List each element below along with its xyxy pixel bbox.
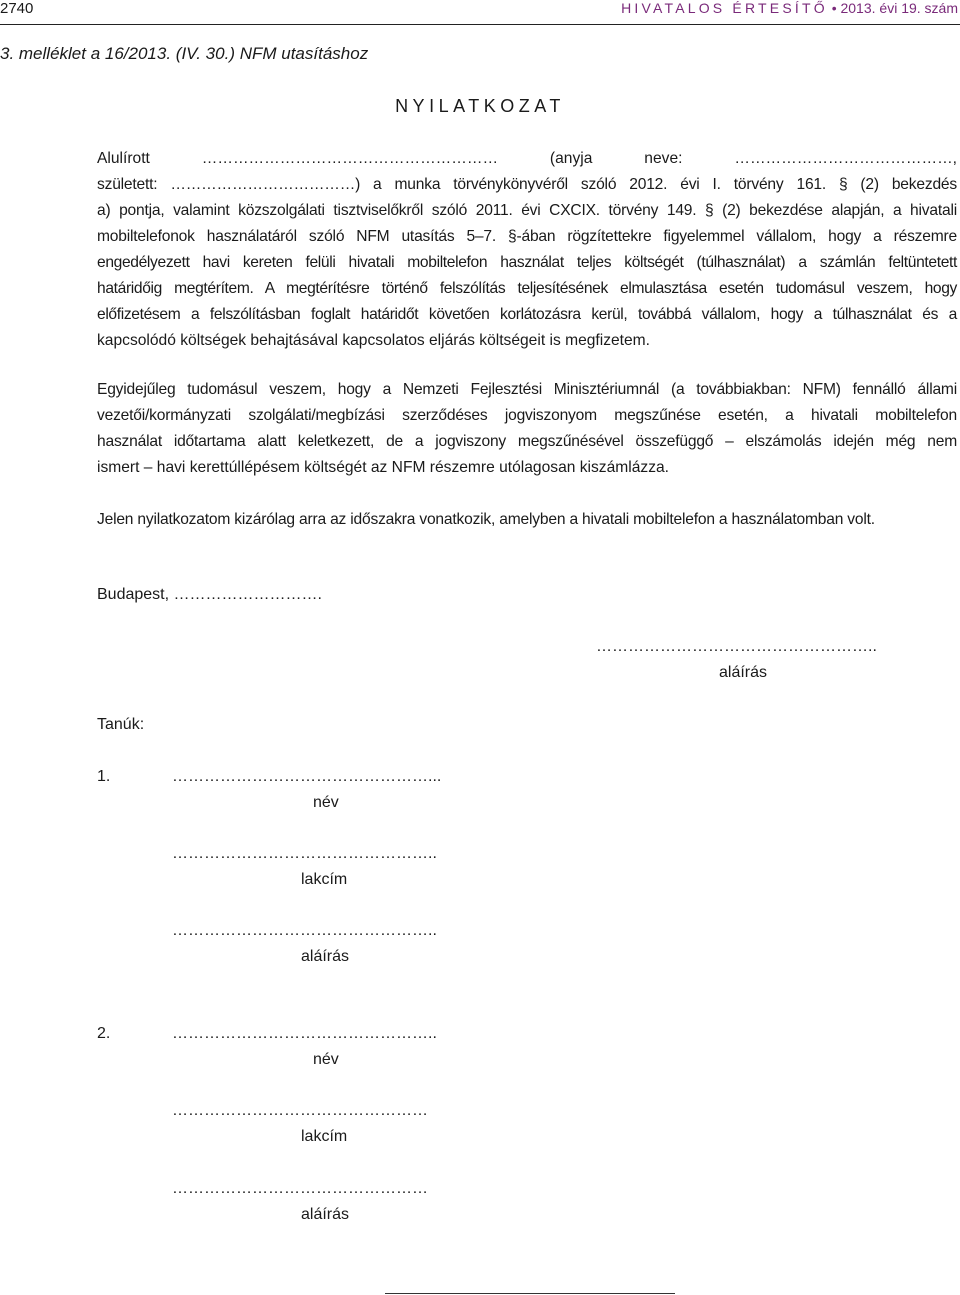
issue-label: 2013. évi 19. szám [840, 0, 958, 16]
signature-label: aláírás [719, 664, 768, 681]
page-number: 2740 [0, 0, 34, 17]
witness-number: 2. [97, 1025, 111, 1042]
paragraph-line: vezetői/kormányzati szolgálati/megbízási szerződéses jogviszonyom megszűnése esetén, a hivatali mobiltelefon [97, 407, 957, 424]
journal-name: HIVATALOS ÉRTESÍTŐ [621, 0, 828, 16]
paragraph-line: Alulírott ………………………………………………… (anyja neve: ……………………………………, [97, 150, 957, 167]
paragraph-line: használat időtartama alatt keletkezett, de a jogviszony megszűnésével összefüggő – elszámolás idején még nem [97, 433, 957, 450]
paragraph-line: előfizetésem a felszólításban foglalt határidőt követően korlátozásra kerül, továbbá vállalom, hogy a túlhasználat és a [97, 306, 957, 323]
document-title: NYILATKOZAT [395, 96, 565, 116]
header-bullet: • [831, 0, 837, 16]
declaration-paragraph [97, 146, 957, 354]
paragraph-line: született: ………………………………) a munka törvénykönyvéről szóló 2012. évi I. törvény 161. § (2) bekezdés [97, 176, 957, 193]
paragraph-line: határidőig megtérítem. A megtérítésre történő felszólítás teljesítésének elmulasztása esetén tudomásul veszem, hogy [97, 280, 957, 297]
paragraph-line: engedélyezett havi kereten felüli hivatali mobiltelefon használat teljes költségét (túlhasználat) a számlán feltüntetett [97, 254, 957, 271]
witness-number: 1. [97, 768, 111, 785]
witness-address-label: lakcím [301, 1128, 348, 1145]
witness-name-label: név [313, 794, 339, 811]
header-rule [0, 24, 960, 25]
witness-address-label: lakcím [301, 871, 348, 888]
witness-address-field[interactable]: ………………………………………….. [172, 845, 437, 862]
annex-reference: 3. melléklet a 16/2013. (IV. 30.) NFM utasításhoz [0, 44, 369, 63]
acknowledgement-paragraph [97, 377, 957, 481]
witness-name-label: név [313, 1051, 339, 1068]
place-date-field[interactable]: Budapest, ………………………. [97, 586, 322, 603]
witness-signature-label: aláírás [301, 1206, 350, 1223]
paragraph-line: Jelen nyilatkozatom kizárólag arra az időszakra vonatkozik, amelyben a hivatali mobiltelefon a használatomban volt. [97, 511, 875, 528]
witness-name-field[interactable]: …………………………………………... [172, 768, 442, 785]
witness-signature-label: aláírás [301, 948, 350, 965]
witness-address-field[interactable]: ………………………………………… [172, 1102, 428, 1119]
witnesses-heading: Tanúk: [97, 716, 145, 733]
witness-signature-field[interactable]: ………………………………………… [172, 1180, 428, 1197]
paragraph-line: Egyidejűleg tudomásul veszem, hogy a Nemzeti Fejlesztési Minisztériumnál (a továbbiakban: NFM) fennálló állami [97, 381, 957, 398]
paragraph-line: mobiltelefonok használatáról szóló NFM utasítás 5–7. §-ában rögzítettekre figyelemmel vállalom, hogy a részemre [97, 228, 957, 245]
paragraph-line: a) pontja, valamint közszolgálati tisztviselőkről szóló 2011. évi CXCIX. törvény 149. § (2) bekezdése alapján, a hivatali [97, 202, 957, 219]
witness-signature-field[interactable]: ………………………………………….. [172, 922, 437, 939]
footer-rule [385, 1293, 675, 1294]
paragraph-line: ismert – havi kerettúllépésem költségét az NFM részemre utólagosan kiszámlázza. [97, 459, 669, 476]
paragraph-line: kapcsolódó költségek behajtásával kapcsolatos eljárás költségeit is megfizetem. [97, 332, 651, 349]
witness-name-field[interactable]: ………………………………………….. [172, 1025, 437, 1042]
scope-paragraph [97, 507, 957, 533]
journal-header [621, 0, 958, 16]
declarant-signature-field[interactable]: …………………………………………….. [596, 638, 877, 655]
